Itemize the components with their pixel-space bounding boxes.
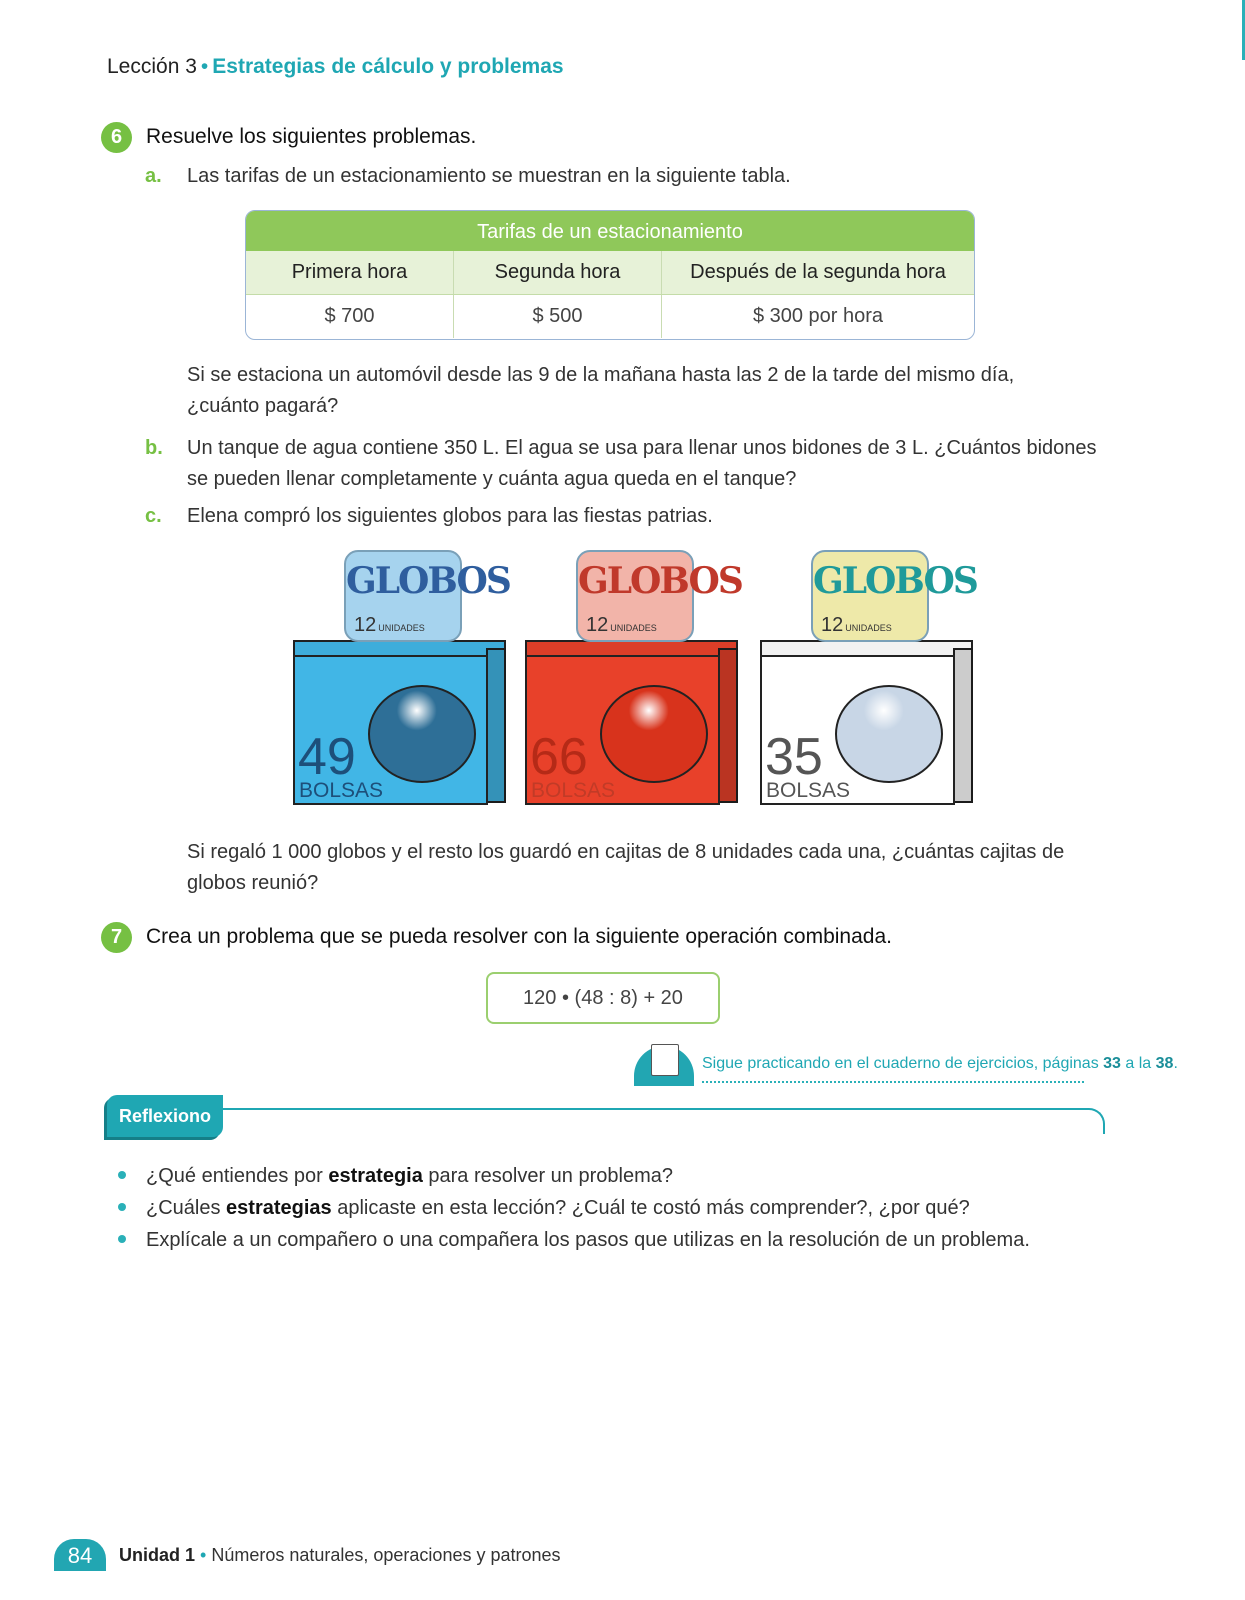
item-a-letter: a. bbox=[145, 165, 162, 187]
box-count: 66 bbox=[530, 728, 588, 786]
footer-text bbox=[119, 1545, 561, 1566]
box-count: 49 bbox=[298, 728, 356, 786]
box-label: BOLSAS bbox=[299, 779, 384, 802]
table-cell: $ 300 por hora bbox=[752, 305, 884, 327]
bag-word: GLOBOS bbox=[578, 560, 742, 602]
balloon-bag bbox=[344, 550, 510, 642]
bag-word: GLOBOS bbox=[813, 560, 977, 602]
footer-unit: Unidad 1 bbox=[119, 1545, 196, 1565]
notebook-icon bbox=[634, 1046, 694, 1086]
bag-word: GLOBOS bbox=[346, 560, 510, 602]
item-a-question-line2: ¿cuánto pagará? bbox=[187, 395, 339, 417]
practice-note bbox=[634, 1046, 1178, 1090]
question-6-title: Resuelve los siguientes problemas. bbox=[146, 125, 477, 148]
table-header-cell: Después de la segunda hora bbox=[690, 261, 946, 283]
bag-units-label: UNIDADES bbox=[378, 623, 425, 633]
table-header-cell: Primera hora bbox=[246, 251, 454, 294]
bag-units bbox=[821, 614, 892, 637]
reflexiono-frame-line bbox=[210, 1108, 1105, 1134]
item-a-question-line1: Si se estaciona un automóvil desde las 9 de la mañana hasta las 2 de la tarde del mismo día, bbox=[187, 364, 1015, 386]
practice-page-to: 38 bbox=[1155, 1055, 1174, 1072]
lesson-header bbox=[107, 55, 564, 79]
page-number: 84 bbox=[54, 1539, 106, 1571]
question-7-title: Crea un problema que se pueda resolver con la siguiente operación combinada. bbox=[146, 925, 892, 948]
item-c-letter: c. bbox=[145, 505, 162, 527]
box-side bbox=[718, 648, 738, 803]
item-c-text: Elena compró los siguientes globos para las fiestas patrias. bbox=[187, 505, 713, 527]
box-side bbox=[486, 648, 506, 803]
bag-number: 12 bbox=[586, 614, 609, 636]
bag-units-label: UNIDADES bbox=[610, 623, 657, 633]
item-b-letter: b. bbox=[145, 437, 163, 459]
bullet-dot-icon bbox=[118, 1235, 126, 1243]
footer-title: Números naturales, operaciones y patrones bbox=[211, 1545, 561, 1565]
question-6-number: 6 bbox=[101, 122, 132, 153]
practice-text bbox=[702, 1055, 1178, 1073]
box-count: 35 bbox=[765, 728, 823, 786]
question-7-number: 7 bbox=[101, 922, 132, 953]
item-b-line2: se pueden llenar completamente y cuánta agua queda en el tanque? bbox=[187, 468, 797, 490]
combined-operation-box: 120 • (48 : 8) + 20 bbox=[486, 972, 720, 1024]
balloon-bag bbox=[811, 550, 977, 642]
bag-number: 12 bbox=[354, 614, 377, 636]
table-cell: $ 700 bbox=[246, 295, 454, 338]
bag-units bbox=[354, 614, 425, 637]
balloon bbox=[835, 685, 943, 783]
bag-units bbox=[586, 614, 657, 637]
reflexiono-item: Explícale a un compañero o una compañera los pasos que utilizas en la resolución de un problema. bbox=[118, 1224, 1030, 1256]
practice-connector: a la bbox=[1125, 1055, 1152, 1072]
item-b-line1: Un tanque de agua contiene 350 L. El agua se usa para llenar unos bidones de 3 L. ¿Cuántos bidones bbox=[187, 437, 1097, 459]
header-separator: • bbox=[200, 55, 209, 78]
reflexiono-tab: Reflexiono bbox=[107, 1095, 223, 1137]
table-header-row bbox=[246, 251, 974, 295]
practice-end: . bbox=[1173, 1055, 1178, 1072]
lesson-title: Estrategias de cálculo y problemas bbox=[212, 55, 564, 78]
table-header-cell: Segunda hora bbox=[454, 251, 662, 294]
bullet-dot-icon bbox=[118, 1203, 126, 1211]
balloon-bag bbox=[576, 550, 742, 642]
table-cell: $ 500 bbox=[454, 295, 662, 338]
box-label: BOLSAS bbox=[766, 779, 851, 802]
balloon bbox=[368, 685, 476, 783]
item-a-text: Las tarifas de un estacionamiento se muestran en la siguiente tabla. bbox=[187, 165, 791, 187]
reflexiono-item: ¿Qué entiendes por estrategia para resolver un problema? bbox=[118, 1160, 1030, 1192]
box-label: BOLSAS bbox=[531, 779, 616, 802]
table-row bbox=[246, 295, 974, 338]
practice-dotted-line bbox=[702, 1081, 1084, 1083]
balloon bbox=[600, 685, 708, 783]
bag-units-label: UNIDADES bbox=[845, 623, 892, 633]
bag-number: 12 bbox=[821, 614, 844, 636]
practice-prefix: Sigue practicando en el cuaderno de ejercicios, páginas bbox=[702, 1055, 1099, 1072]
item-c-question-line1: Si regaló 1 000 globos y el resto los guardó en cajitas de 8 unidades cada una, ¿cuántas cajitas de bbox=[187, 841, 1065, 863]
footer-separator: • bbox=[200, 1545, 207, 1565]
lesson-number: Lección 3 bbox=[107, 55, 197, 78]
item-c-question-line2: globos reunió? bbox=[187, 872, 319, 894]
parking-rates-table bbox=[245, 210, 975, 340]
practice-page-from: 33 bbox=[1103, 1055, 1121, 1072]
reflexiono-list bbox=[118, 1160, 1030, 1256]
bullet-dot-icon bbox=[118, 1171, 126, 1179]
table-title: Tarifas de un estacionamiento bbox=[246, 211, 974, 251]
reflexiono-item: ¿Cuáles estrategias aplicaste en esta lección? ¿Cuál te costó más comprender?, ¿por qué? bbox=[118, 1192, 1030, 1224]
box-side bbox=[953, 648, 973, 803]
